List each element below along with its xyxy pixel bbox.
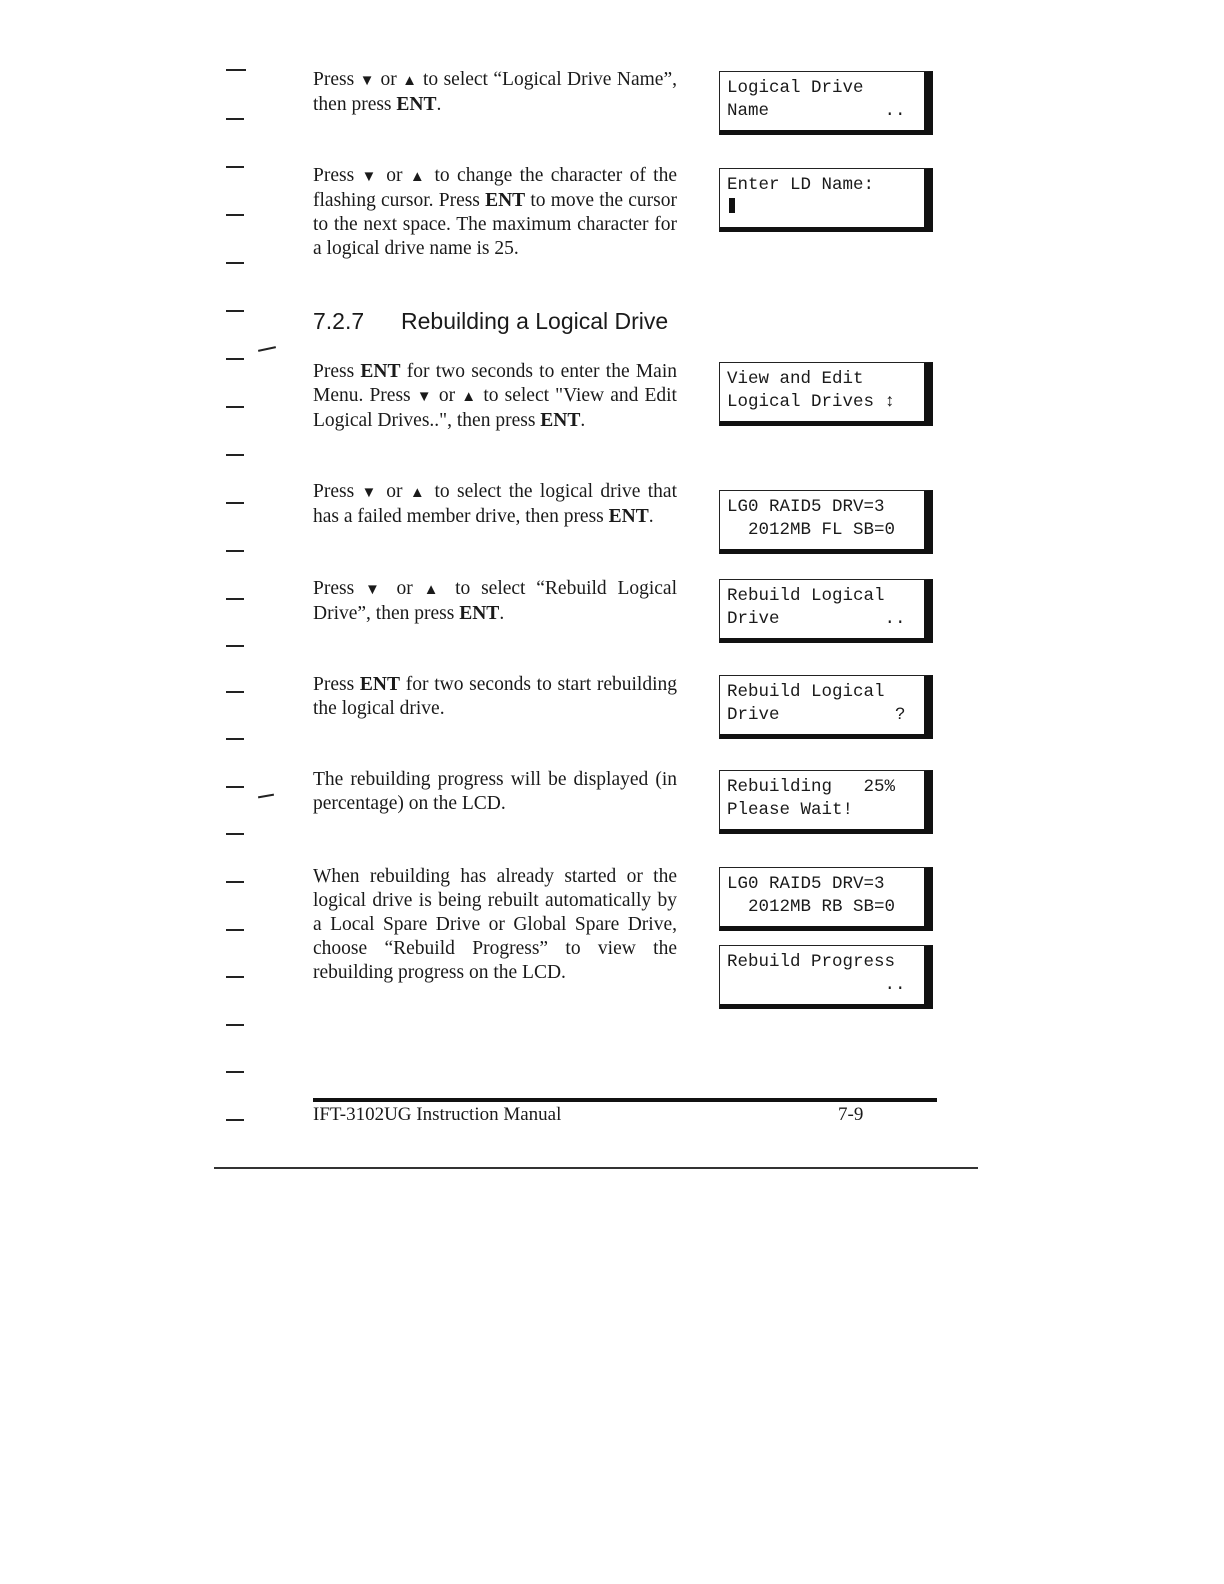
lcd-display-step-6 — [719, 675, 933, 739]
lcd-line-1: LG0 RAID5 DRV=3 — [727, 874, 885, 894]
lcd-display-step-8b — [719, 945, 933, 1009]
lcd-cursor-icon — [729, 198, 735, 213]
step-3-text: Press ENT for two seconds to enter the Main Menu. Press ▼ or ▲ to select "View and Edit Logical Drives..", then press ENT. — [313, 361, 677, 431]
lcd-display-step-8 — [719, 867, 933, 931]
lcd-line-1: Logical Drive — [727, 78, 864, 98]
lcd-display-step-3 — [719, 362, 933, 426]
lcd-line-1: View and Edit — [727, 369, 864, 389]
section-title: Rebuilding a Logical Drive — [401, 308, 669, 334]
down-arrow-icon: ▼ — [361, 485, 379, 501]
step-2-text: Press ▼ or ▲ to change the character of the flashing cursor. Press ENT to move the cursor to the next space. The maximum character for a logical drive name is 25. — [313, 165, 677, 259]
down-arrow-icon: ▼ — [416, 389, 433, 405]
down-arrow-icon: ▼ — [359, 73, 376, 89]
lcd-line-1: Rebuild Logical — [727, 682, 885, 702]
lcd-display-step-5 — [719, 579, 933, 643]
step-8-text: When rebuilding has already started or the logical drive is being rebuilt automatically by a Local Spare Drive or Global Spare Drive, choose “Rebuild Progress” to view the rebuilding progress on the LCD. — [313, 866, 677, 983]
lcd-display-step-1 — [719, 71, 933, 135]
lcd-line-1: Rebuild Progress — [727, 952, 896, 972]
section-heading — [313, 308, 668, 335]
lcd-line-2: Name .. — [727, 101, 906, 121]
lcd-display-step-2 — [719, 168, 933, 232]
down-arrow-icon: ▼ — [364, 582, 386, 598]
lcd-line-2: Please Wait! — [727, 800, 854, 820]
lcd-line-1: Rebuild Logical — [727, 586, 885, 606]
step-4-text: Press ▼ or ▲ to select the logical drive that has a failed member drive, then press ENT. — [313, 481, 677, 527]
lcd-line-2: Drive ? — [727, 705, 906, 725]
step-5-text: Press ▼ or ▲ to select “Rebuild Logical Drive”, then press ENT. — [313, 578, 677, 624]
up-arrow-icon: ▲ — [423, 582, 445, 598]
footer-page-number: 7-9 — [838, 1104, 864, 1125]
step-1-text: Press ▼ or ▲ to select “Logical Drive Name”, then press ENT. — [313, 69, 677, 115]
up-arrow-icon: ▲ — [409, 485, 428, 501]
section-number: 7.2.7 — [313, 308, 365, 334]
down-arrow-icon: ▼ — [361, 169, 379, 185]
lcd-line-2: Logical Drives ↕ — [727, 392, 896, 412]
lcd-line-2: 2012MB RB SB=0 — [727, 897, 896, 917]
lcd-display-step-4 — [719, 490, 933, 554]
lcd-line-1: LG0 RAID5 DRV=3 — [727, 497, 885, 517]
up-arrow-icon: ▲ — [402, 73, 418, 89]
step-6-text: Press ENT for two seconds to start rebuilding the logical drive. — [313, 674, 677, 719]
step-7-text: The rebuilding progress will be displayed (in percentage) on the LCD. — [313, 769, 677, 814]
footer-manual-title: IFT-3102UG Instruction Manual — [313, 1104, 562, 1125]
page-bottom-rule — [214, 1167, 978, 1169]
lcd-line-2: Drive .. — [727, 609, 906, 629]
lcd-line-2: 2012MB FL SB=0 — [727, 520, 896, 540]
lcd-line-1: Rebuilding 25% — [727, 777, 896, 797]
up-arrow-icon: ▲ — [461, 389, 478, 405]
lcd-line-1: Enter LD Name: — [727, 175, 875, 195]
lcd-line-2: .. — [727, 975, 906, 995]
footer-rule — [313, 1098, 937, 1102]
lcd-display-step-7 — [719, 770, 933, 834]
up-arrow-icon: ▲ — [409, 169, 428, 185]
